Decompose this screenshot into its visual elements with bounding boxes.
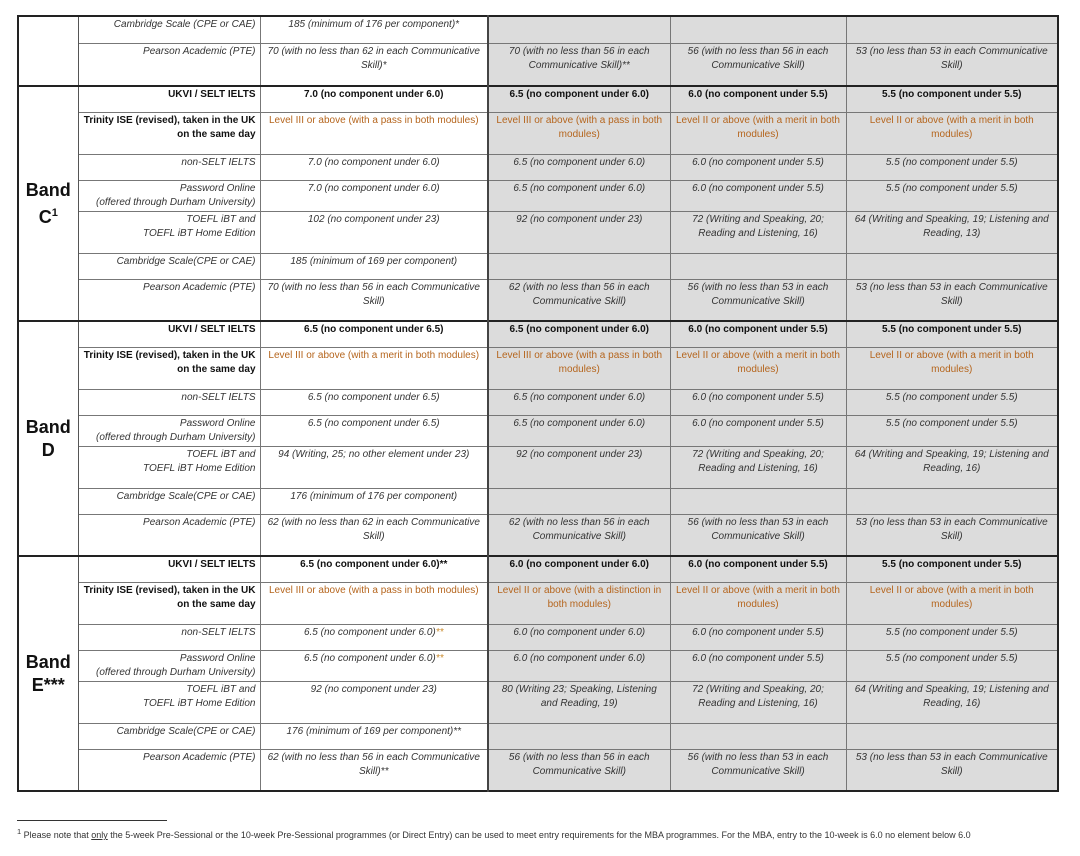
value-cell-c2: 6.0 (no component under 6.0) (488, 650, 670, 681)
table-row (18, 624, 1058, 650)
row-label (78, 211, 260, 253)
row-label (78, 650, 260, 681)
value-cell-c1: Level III or above (with a merit in both modules) (260, 347, 488, 389)
table-row (18, 43, 1058, 86)
value-cell-c3: 56 (with no less than 53 in each Communicative Skill) (670, 749, 846, 791)
value-cell-c1: 102 (no component under 23) (260, 211, 488, 253)
value-cell-c3 (670, 723, 846, 749)
value-cell-c4: Level II or above (with a merit in both modules) (846, 112, 1058, 154)
value-cell-c4: Level II or above (with a merit in both modules) (846, 347, 1058, 389)
value-cell-c2: 6.5 (no component under 6.0) (488, 180, 670, 211)
band-letter: E*** (31, 674, 65, 695)
value-cell-c2: 56 (with no less than 56 in each Communicative Skill) (488, 749, 670, 791)
value-cell-c3: 6.0 (no component under 5.5) (670, 556, 846, 582)
value-cell-c1: 6.5 (no component under 6.5) (260, 389, 488, 415)
band-footnote-mark: 1 (51, 206, 58, 219)
row-label: non-SELT IELTS (78, 154, 260, 180)
table-row (18, 681, 1058, 723)
value-cell-c1: 62 (with no less than 62 in each Communicative Skill) (260, 514, 488, 556)
table-row (18, 16, 1058, 43)
value-cell-c3: 6.0 (no component under 5.5) (670, 415, 846, 446)
value-cell-c4: 53 (no less than 53 in each Communicative Skill) (846, 279, 1058, 321)
value-cell-c3: 56 (with no less than 56 in each Communicative Skill) (670, 43, 846, 86)
value-cell-c1: 176 (minimum of 176 per component) (260, 488, 488, 514)
value-cell-c2 (488, 253, 670, 279)
value-cell-c1: 185 (minimum of 176 per component)* (260, 16, 488, 43)
value-cell-c1: 7.0 (no component under 6.0) (260, 86, 488, 112)
band-title: Band (25, 179, 71, 200)
row-label: Pearson Academic (PTE) (78, 514, 260, 556)
footnote-rule (17, 820, 167, 821)
value-cell-c2: 92 (no component under 23) (488, 211, 670, 253)
band-label (18, 556, 78, 791)
row-label: Trinity ISE (revised), taken in the UK on the same day (78, 112, 260, 154)
value-cell-c4 (846, 16, 1058, 43)
value-cell-c2 (488, 16, 670, 43)
row-label-line2: (offered through Durham University) (95, 431, 256, 443)
row-label: UKVI / SELT IELTS (78, 556, 260, 582)
value-cell-c4: 53 (no less than 53 in each Communicative Skill) (846, 43, 1058, 86)
row-label-line1: Password Online (179, 652, 256, 664)
value-cell-c2: 62 (with no less than 56 in each Communicative Skill) (488, 514, 670, 556)
row-label: Pearson Academic (PTE) (78, 279, 260, 321)
table-row (18, 112, 1058, 154)
table-row (18, 650, 1058, 681)
value-cell-c3: 72 (Writing and Speaking, 20; Reading and Listening, 16) (670, 446, 846, 488)
footnote (17, 826, 971, 841)
row-label-line2: (offered through Durham University) (95, 196, 256, 208)
value-cell-c4: 5.5 (no component under 5.5) (846, 154, 1058, 180)
footnote-marker: ** (435, 626, 444, 638)
table-row (18, 180, 1058, 211)
row-label: UKVI / SELT IELTS (78, 86, 260, 112)
value-cell-c1: 92 (no component under 23) (260, 681, 488, 723)
value-cell-c4: 5.5 (no component under 5.5) (846, 556, 1058, 582)
value-cell-c4: 64 (Writing and Speaking, 19; Listening and Reading, 16) (846, 681, 1058, 723)
row-label: Trinity ISE (revised), taken in the UK on the same day (78, 347, 260, 389)
row-label-line1: TOEFL iBT and (186, 683, 256, 695)
value-cell-c2: 6.5 (no component under 6.0) (488, 415, 670, 446)
table-row (18, 389, 1058, 415)
value-cell-c2: Level III or above (with a pass in both modules) (488, 112, 670, 154)
value-cell-c3: 6.0 (no component under 5.5) (670, 321, 846, 347)
value-cell-c3: 6.0 (no component under 5.5) (670, 650, 846, 681)
row-label-line1: Password Online (179, 182, 256, 194)
row-label: Pearson Academic (PTE) (78, 43, 260, 86)
row-label: non-SELT IELTS (78, 624, 260, 650)
table-row (18, 488, 1058, 514)
value-cell-c4: 5.5 (no component under 5.5) (846, 86, 1058, 112)
row-label: Trinity ISE (revised), taken in the UK on the same day (78, 582, 260, 624)
row-label-line2: TOEFL iBT Home Edition (143, 462, 256, 474)
value-cell-c2: 80 (Writing 23; Speaking, Listening and Reading, 19) (488, 681, 670, 723)
value-cell-c4: 53 (no less than 53 in each Communicative Skill) (846, 749, 1058, 791)
value-cell-c1: 7.0 (no component under 6.0) (260, 154, 488, 180)
value-cell-c2: Level II or above (with a distinction in both modules) (488, 582, 670, 624)
requirements-table (17, 15, 1059, 792)
table-row (18, 749, 1058, 791)
value-cell-c4: Level II or above (with a merit in both modules) (846, 582, 1058, 624)
value-cell-c4: 53 (no less than 53 in each Communicative Skill) (846, 514, 1058, 556)
band-letter-line (19, 674, 78, 697)
value-cell-c3: 6.0 (no component under 5.5) (670, 86, 846, 112)
row-label-line1: TOEFL iBT and (186, 448, 256, 460)
row-label: Cambridge Scale (CPE or CAE) (78, 16, 260, 43)
value-cell-c1: 185 (minimum of 169 per component) (260, 253, 488, 279)
value-cell-c3: 6.0 (no component under 5.5) (670, 389, 846, 415)
band-letter-line (19, 439, 78, 462)
table-row (18, 154, 1058, 180)
value-cell-c2: 6.0 (no component under 6.0) (488, 556, 670, 582)
value-cell-c2: 6.5 (no component under 6.0) (488, 86, 670, 112)
row-label-line2: TOEFL iBT Home Edition (143, 227, 256, 239)
value-cell-c1: 6.5 (no component under 6.5) (260, 415, 488, 446)
value-cell-c3 (670, 488, 846, 514)
table-row (18, 321, 1058, 347)
value-cell-c1: 62 (with no less than 56 in each Communicative Skill)** (260, 749, 488, 791)
table-row (18, 86, 1058, 112)
value-cell-c2: 70 (with no less than 56 in each Communicative Skill)** (488, 43, 670, 86)
footnote-text-underlined: only (91, 830, 108, 840)
value-cell-c3: 6.0 (no component under 5.5) (670, 180, 846, 211)
value-cell-c3: Level II or above (with a merit in both modules) (670, 347, 846, 389)
value-cell-c1: 70 (with no less than 56 in each Communicative Skill) (260, 279, 488, 321)
table-row (18, 253, 1058, 279)
value-cell-c4: 5.5 (no component under 5.5) (846, 321, 1058, 347)
value-cell-c4 (846, 723, 1058, 749)
value-cell-c3: 72 (Writing and Speaking, 20; Reading and Listening, 16) (670, 211, 846, 253)
value-cell-c1: 6.5 (no component under 6.0)** (260, 556, 488, 582)
row-label (78, 180, 260, 211)
row-label: UKVI / SELT IELTS (78, 321, 260, 347)
value-cell-c4: 5.5 (no component under 5.5) (846, 415, 1058, 446)
table-row (18, 723, 1058, 749)
value-cell-c1: 176 (minimum of 169 per component)** (260, 723, 488, 749)
value-cell-c3 (670, 253, 846, 279)
row-label: Cambridge Scale(CPE or CAE) (78, 723, 260, 749)
row-label: non-SELT IELTS (78, 389, 260, 415)
value-cell-c2: 92 (no component under 23) (488, 446, 670, 488)
band-title: Band (25, 651, 71, 672)
row-label (78, 446, 260, 488)
row-label (78, 681, 260, 723)
value-cell-c3: 6.0 (no component under 5.5) (670, 154, 846, 180)
value-cell-c2 (488, 488, 670, 514)
value-cell-c2: 6.5 (no component under 6.0) (488, 154, 670, 180)
value-text: 6.5 (no component under 6.0) (303, 626, 436, 638)
table-row (18, 556, 1058, 582)
band-label (18, 321, 78, 556)
row-label (78, 415, 260, 446)
footnote-text-after: the 5-week Pre-Sessional or the 10-week Pre-Sessional programmes (or Direct Entry) can be used to meet entry requirements for the MBA programmes. For the MBA, entry to the 10-week is 6.0 no element below 6.0 (107, 830, 971, 840)
value-cell-c1 (260, 624, 488, 650)
value-cell-c2: 6.0 (no component under 6.0) (488, 624, 670, 650)
table-row (18, 415, 1058, 446)
footnote-text-before: Please note that (21, 830, 92, 840)
band-letter: D (41, 439, 55, 460)
value-cell-c1: 70 (with no less than 62 in each Communicative Skill)* (260, 43, 488, 86)
value-cell-c1: 94 (Writing, 25; no other element under 23) (260, 446, 488, 488)
value-cell-c2: 6.5 (no component under 6.0) (488, 321, 670, 347)
value-cell-c2: 62 (with no less than 56 in each Communicative Skill) (488, 279, 670, 321)
value-cell-c3: 56 (with no less than 53 in each Communicative Skill) (670, 279, 846, 321)
band-title: Band (25, 416, 71, 437)
value-cell-c4 (846, 488, 1058, 514)
value-cell-c1: 6.5 (no component under 6.5) (260, 321, 488, 347)
value-cell-c3: Level II or above (with a merit in both modules) (670, 112, 846, 154)
band-label (18, 86, 78, 321)
value-cell-c3: Level II or above (with a merit in both modules) (670, 582, 846, 624)
row-label-line2: TOEFL iBT Home Edition (143, 697, 256, 709)
band-letter: C (38, 206, 52, 227)
value-cell-c4: 5.5 (no component under 5.5) (846, 389, 1058, 415)
value-cell-c2: 6.5 (no component under 6.0) (488, 389, 670, 415)
footnote-marker: ** (435, 652, 444, 664)
value-cell-c3: 56 (with no less than 53 in each Communicative Skill) (670, 514, 846, 556)
row-label-line2: (offered through Durham University) (95, 666, 256, 678)
value-cell-c4: 64 (Writing and Speaking, 19; Listening and Reading, 16) (846, 446, 1058, 488)
value-text: 6.5 (no component under 6.0) (303, 652, 436, 664)
row-label: Pearson Academic (PTE) (78, 749, 260, 791)
value-cell-c4: 64 (Writing and Speaking, 19; Listening and Reading, 13) (846, 211, 1058, 253)
value-cell-c4: 5.5 (no component under 5.5) (846, 624, 1058, 650)
value-cell-c1: Level III or above (with a pass in both modules) (260, 112, 488, 154)
value-cell-c1: 7.0 (no component under 6.0) (260, 180, 488, 211)
value-cell-c2: Level III or above (with a pass in both modules) (488, 347, 670, 389)
value-cell-c4: 5.5 (no component under 5.5) (846, 650, 1058, 681)
footnote-mark: 1 (17, 827, 22, 836)
table-row (18, 211, 1058, 253)
row-label-line1: Password Online (179, 417, 256, 429)
value-cell-c4 (846, 253, 1058, 279)
table-row (18, 279, 1058, 321)
value-cell-c3 (670, 16, 846, 43)
row-label: Cambridge Scale(CPE or CAE) (78, 253, 260, 279)
value-cell-c2 (488, 723, 670, 749)
value-cell-c3: 72 (Writing and Speaking, 20; Reading and Listening, 16) (670, 681, 846, 723)
band-letter-line (19, 202, 78, 229)
row-label-line1: TOEFL iBT and (186, 213, 256, 225)
table-row (18, 514, 1058, 556)
table-row (18, 347, 1058, 389)
row-label: Cambridge Scale(CPE or CAE) (78, 488, 260, 514)
value-cell-c3: 6.0 (no component under 5.5) (670, 624, 846, 650)
table-row (18, 582, 1058, 624)
value-cell-c1: Level III or above (with a pass in both modules) (260, 582, 488, 624)
table-row (18, 446, 1058, 488)
value-cell-c4: 5.5 (no component under 5.5) (846, 180, 1058, 211)
band-label-previous (18, 16, 78, 86)
value-cell-c1 (260, 650, 488, 681)
